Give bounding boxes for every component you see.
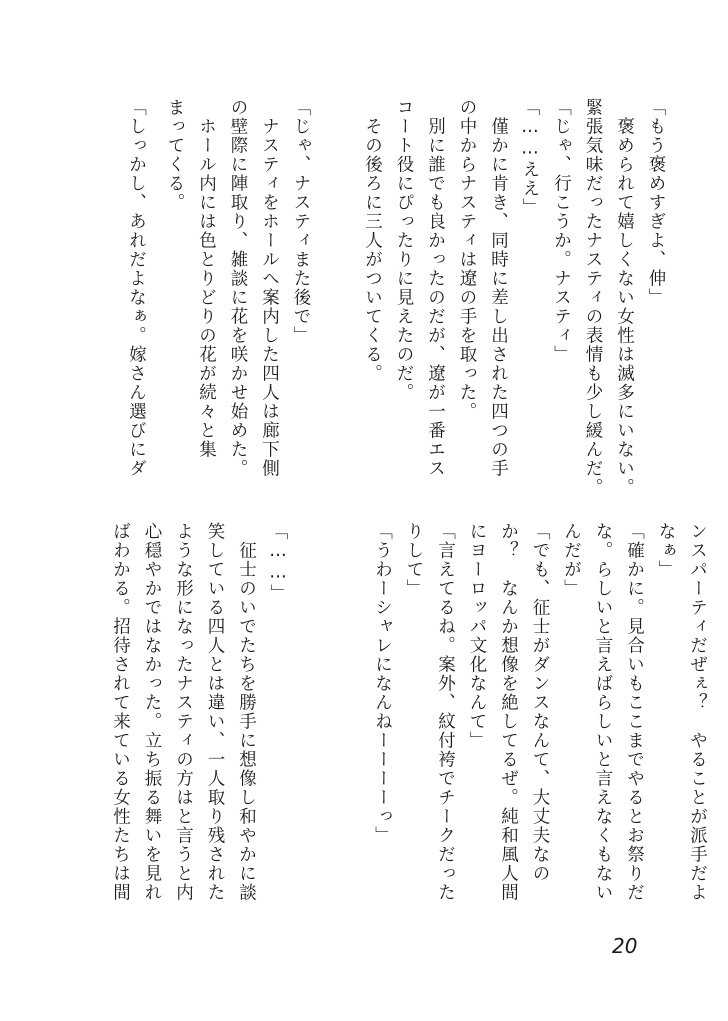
text-line: ような形になったナスティの方はと言うと内: [173, 522, 194, 902]
text-line: 笑している四人とは違い、一人取り残された: [205, 522, 225, 902]
text-line: ンスパーティだぜぇ？ やることが派手だよ: [687, 522, 708, 902]
text-line: なぁ」: [656, 522, 676, 579]
text-line: ナスティをホールへ案内した四人は廊下側: [259, 98, 280, 478]
text-block-bottom-right: [363, 522, 710, 917]
text-line: か？ なんか想像を絶してるぜ。純和風人間: [498, 522, 519, 902]
page-number: 20: [612, 934, 638, 958]
text-line: 僅かに肯き、同時に差し出された四つの手: [488, 98, 509, 478]
text-line: 征士のいでたちを勝手に想像し和やかに談: [236, 522, 257, 902]
text-line: ホール内には色とりどりの花が続々と集: [196, 98, 217, 459]
text-line: 「じゃ、ナスティまた後で」: [291, 98, 311, 345]
text-line: その後ろに三人がついてくる。: [362, 98, 383, 383]
text-line: 「じゃ、行こうか。ナスティ」: [551, 98, 572, 364]
text-line: 「……ええ」: [520, 98, 540, 217]
text-line: な。らしいと言えばらしいと言えなくもない: [593, 522, 613, 902]
text-line: 「確かに。見合いもここまでやるとお祭りだ: [624, 522, 645, 902]
text-line: 「もう褒めすぎよ、伸」: [646, 98, 666, 307]
text-line: 「言えてるね。案外、紋付袴でチークだった: [435, 522, 456, 902]
text-line: の壁際に陣取り、雑談に花を咲かせ始めた。: [228, 98, 248, 478]
text-block-top-left: [117, 98, 313, 493]
text-line: にヨーロッパ文化なんて」: [467, 522, 487, 750]
text-line: 「……」: [268, 522, 288, 603]
text-line: まってくる。: [165, 98, 185, 212]
text-block-bottom-left: [101, 522, 290, 917]
text-line: 別に誰でも良かったのだが、遼が一番エス: [425, 98, 446, 478]
text-line: りして」: [404, 522, 424, 598]
text-line: 心穏やかではなかった。立ち振る舞いを見れ: [142, 522, 162, 902]
text-line: んだが」: [561, 522, 582, 598]
text-line: の中からナスティは遼の手を取った。: [457, 98, 477, 421]
text-line: ばわかる。招待されて来ている女性たちは間: [110, 522, 131, 902]
text-line: 「でも、征士がダンスなんて、大丈夫なの: [530, 522, 550, 883]
text-line: コート役にぴったりに見えたのだ。: [394, 98, 414, 402]
text-line: 緊張気味だったナスティの表情も少し緩んだ。: [583, 98, 603, 497]
text-block-top-right: [353, 98, 668, 497]
text-line: 「うわーシャレになんねーーーーっ」: [372, 522, 393, 845]
text-line: 「しっかし、あれだよなぁ。嫁さん選びにダ: [126, 98, 147, 478]
text-line: 褒められて嬉しくない女性は滅多にいない。: [614, 98, 635, 497]
